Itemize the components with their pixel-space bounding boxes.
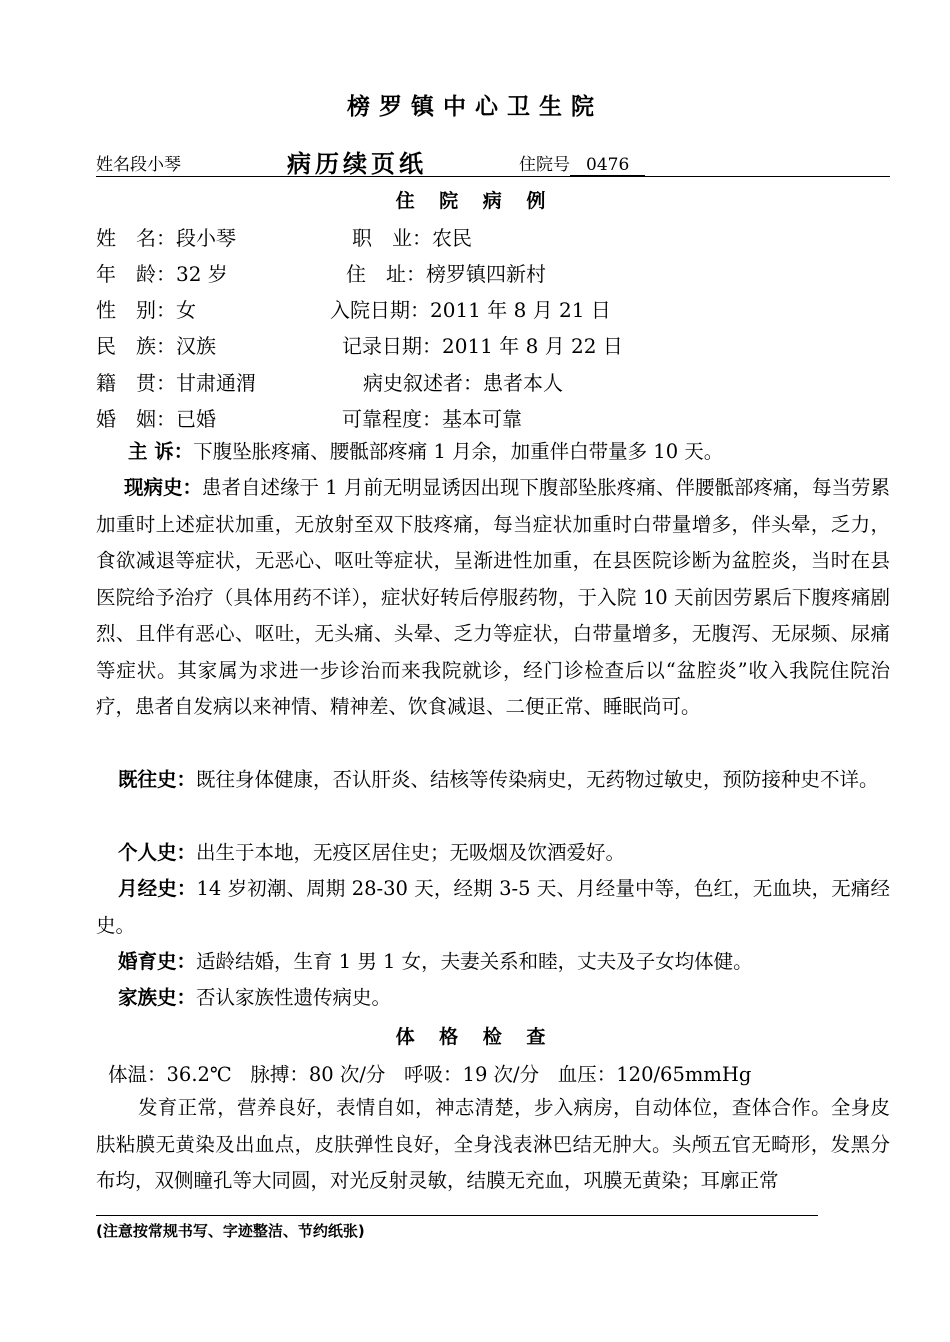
footer-note: (注意按常规书写、字迹整洁、节约纸张) [96,1222,365,1240]
hospital-name: 榜罗镇中心卫生院 [347,94,603,120]
vital-temperature: 体温：36.2℃ [108,1063,232,1086]
footer-divider [96,1215,818,1216]
info-origin: 籍 贯：甘肃通渭 [96,371,256,395]
marriage-history: 婚育史：适龄结婚，生育 1 男 1 女，夫妻关系和睦，丈夫及子女均体健。 [118,950,753,973]
past-history: 既往史：既往身体健康，否认肝炎、结核等传染病史，无药物过敏史，预防接种史不详。 [118,768,879,791]
admission-number [519,150,645,175]
vital-blood-pressure: 血压：120/65mmHg [557,1063,752,1086]
personal-history: 个人史：出生于本地，无疫区居住史；无吸烟及饮酒爱好。 [118,841,626,864]
info-sex: 性 别：女 [96,298,196,322]
info-record-date: 记录日期：2011 年 8 月 22 日 [342,334,623,358]
form-title: 病历续页纸 [287,150,427,178]
admission-label: 住院号 [519,155,570,175]
info-ethnicity: 民 族：汉族 [96,334,216,358]
patient-name-field: 姓名段小琴 [96,155,181,175]
section-physical-exam: 体 格 检 查 [395,1026,555,1048]
info-occupation: 职 业：农民 [352,226,472,250]
menstrual-history: 月经史：14 岁初潮、周期 28-30 天，经期 3-5 天、月经量中等，色红，无血块，无痛经史。 [96,877,890,937]
info-marital: 婚 姻：已婚 [96,407,216,431]
present-illness: 现病史：患者自述缘于 1 月前无明显诱因出现下腹部坠胀疼痛、伴腰骶部疼痛，每当劳累加重时上述症状加重，无放射至双下肢疼痛，每当症状加重时白带量增多，伴头晕，乏力，食欲减退等症状，无恶心、呕吐等症状，呈渐进性加重，在县医院诊断为盆腔炎，当时在县医院给予治疗（具体用药不详），症状好转后停服药物，于入院 10 天前因劳累后下腹疼痛剧烈、且伴有恶心、呕吐，无头痛、头晕、乏力等症状，白带量增多，无腹泻、无尿频、尿痛等症状。其家属为求进一步诊治而来我院就诊，经门诊检查后以“盆腔炎”收入我院住院治疗，患者自发病以来神情、精神差、饮食减退、二便正常、睡眠尚可。 [96,476,890,718]
info-reliability: 可靠程度：基本可靠 [342,407,522,431]
vital-signs [108,1059,751,1087]
info-name: 姓 名：段小琴 [96,226,236,250]
exam-findings: 发育正常，营养良好，表情自如，神志清楚，步入病房，自动体位，查体合作。全身皮肤粘膜无黄染及出血点，皮肤弹性良好，全身浅表淋巴结无肿大。头颅五官无畸形，发黑分布均，双侧瞳孔等大同圆，对光反射灵敏，结膜无充血，巩膜无黄染；耳廓正常 [96,1096,890,1192]
info-age: 年 龄：32 岁 [96,262,228,286]
admission-value: 0476 [570,155,645,176]
vital-respiration: 呼吸：19 次/分 [404,1063,540,1086]
chief-complaint: 主 诉：下腹坠胀疼痛、腰骶部疼痛 1 月余，加重伴白带量多 10 天。 [128,440,724,463]
info-admission-date: 入院日期：2011 年 8 月 21 日 [330,298,611,322]
family-history: 家族史：否认家族性遗传病史。 [118,986,392,1009]
info-narrator: 病史叙述者：患者本人 [363,371,563,395]
section-inpatient-case: 住 院 病 例 [395,190,555,212]
info-address: 住 址：榜罗镇四新村 [346,262,546,286]
header-divider [96,176,890,177]
vital-pulse: 脉搏：80 次/分 [250,1063,386,1086]
